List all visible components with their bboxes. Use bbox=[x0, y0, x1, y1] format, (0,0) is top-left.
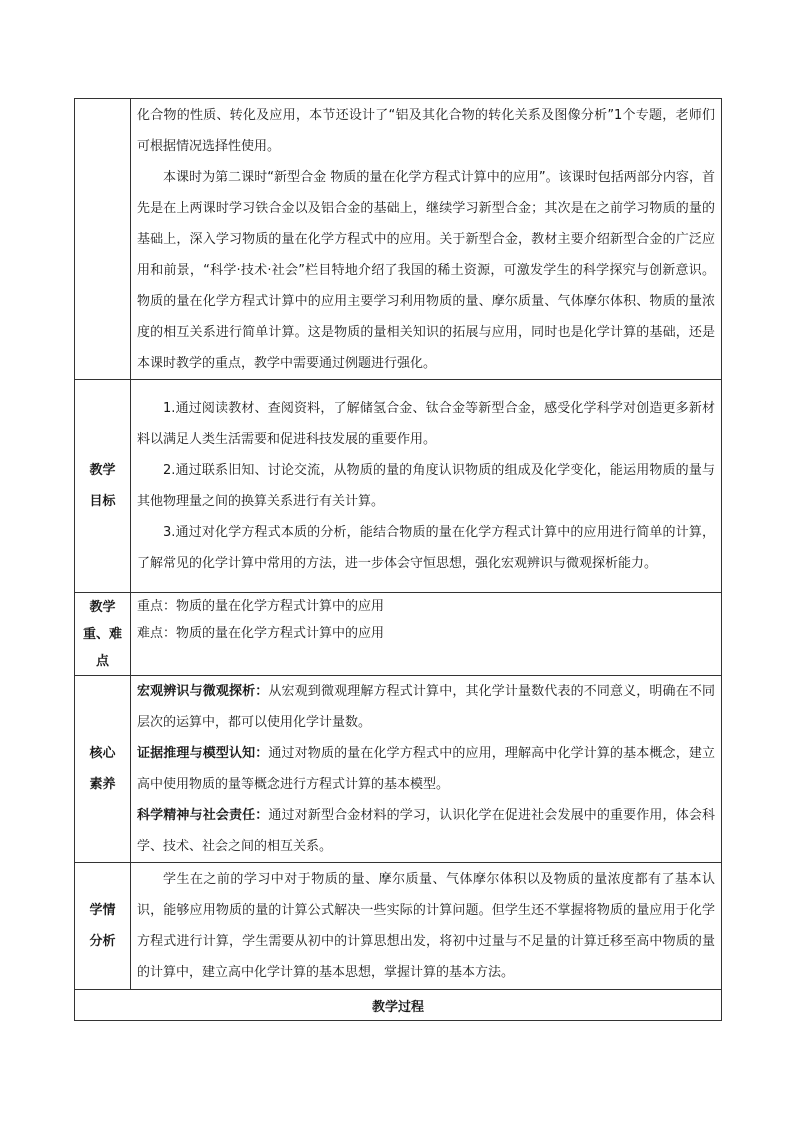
literacy-item-title: 科学精神与社会责任： bbox=[137, 808, 269, 823]
key-points-label-line1: 教学 bbox=[89, 599, 116, 615]
intro-content-cell bbox=[131, 99, 722, 380]
goals-label-line2: 目标 bbox=[89, 494, 116, 509]
lesson-plan-table bbox=[74, 98, 722, 1021]
literacy-item-title: 证据推理与模型认知： bbox=[137, 746, 269, 761]
key-points-content-cell bbox=[131, 593, 722, 676]
goals-content-cell bbox=[131, 380, 722, 593]
goals-row bbox=[75, 380, 722, 593]
intro-label-cell bbox=[75, 99, 131, 380]
key-point: 重点：物质的量在化学方程式计算中的应用 bbox=[137, 599, 385, 614]
key-points-row bbox=[75, 593, 722, 676]
goal-item: 3.通过对化学方程式本质的分析，能结合物质的量在化学方程式计算中的应用进行简单的计算，了解常见的化学计算中常用的方法，进一步体会守恒思想，强化宏观辨识与微观探析能力。 bbox=[137, 525, 715, 571]
goals-label bbox=[75, 380, 131, 593]
analysis-text: 学生在之前的学习中对于物质的量、摩尔质量、气体摩尔体积以及物质的量浓度都有了基本认识，能够应用物质的量的计算公式解决一些实际的计算问题。但学生还不掌握将物质的量应用于化学方程式进行计算，学生需要从初中的计算思想出发，将初中过量与不足量的计算迁移至高中物质的量的计算中，建立高中化学计算的基本思想，掌握计算的基本方法。 bbox=[137, 872, 715, 980]
literacy-label-line2: 素养 bbox=[89, 777, 116, 792]
intro-row bbox=[75, 99, 722, 380]
goal-item: 2.通过联系旧知、讨论交流，从物质的量的角度认识物质的组成及化学变化，能运用物质的量与其他物理量之间的换算关系进行有关计算。 bbox=[137, 463, 715, 509]
literacy-item bbox=[137, 800, 715, 862]
analysis-row bbox=[75, 863, 722, 990]
intro-paragraph: 本课时为第二课时“新型合金 物质的量在化学方程式计算中的应用”。该课时包括两部分内容，首先是在上两课时学习铁合金以及铝合金的基础上，继续学习新型合金；其次是在之前学习物质的量的基础上，深入学习物质的量在化学方程式中的应用。关于新型合金，教材主要介绍新型合金的广泛应用和前景，“科学·技术·社会”栏目特地介绍了我国的稀土资源，可激发学生的科学探究与创新意识。物质的量在化学方程式计算中的应用主要学习利用物质的量、摩尔质量、气体摩尔体积、物质的量浓度的相互关系进行简单计算。这是物质的量相关知识的拓展与应用，同时也是化学计算的基础，还是本课时教学的重点，教学中需要通过例题进行强化。 bbox=[137, 169, 715, 371]
intro-continuation: 化合物的性质、转化及应用，本节还设计了“铝及其化合物的转化关系及图像分析”1个专题，老师们可根据情况选择性使用。 bbox=[137, 107, 715, 154]
analysis-content-cell bbox=[131, 863, 722, 990]
literacy-label-line1: 核心 bbox=[89, 746, 116, 761]
literacy-item bbox=[137, 676, 715, 738]
goals-label-line1: 教学 bbox=[89, 463, 116, 478]
literacy-item bbox=[137, 738, 715, 800]
process-row bbox=[75, 990, 722, 1021]
goal-item: 1.通过阅读教材、查阅资料，了解储氢合金、钛合金等新型合金，感受化学科学对创造更多新材料以满足人类生活需要和促进科技发展的重要作用。 bbox=[137, 401, 715, 447]
literacy-content-cell bbox=[131, 676, 722, 863]
key-points-label-line3: 点 bbox=[95, 653, 109, 669]
key-points-label bbox=[75, 593, 131, 676]
literacy-item-title: 宏观辨识与微观探析： bbox=[137, 684, 269, 699]
literacy-label bbox=[75, 676, 131, 863]
literacy-item-text: 通过对新型合金材料的学习，认识化学在促进社会发展中的重要作用，体会科学、技术、社会之间的相互关系。 bbox=[137, 808, 715, 854]
literacy-row bbox=[75, 676, 722, 863]
analysis-label bbox=[75, 863, 131, 990]
key-points-label-line2: 重、难 bbox=[82, 626, 122, 642]
difficult-point: 难点：物质的量在化学方程式计算中的应用 bbox=[137, 626, 385, 641]
process-title: 教学过程 bbox=[75, 990, 722, 1021]
literacy-item-text: 从宏观到微观理解方程式计算中，其化学计量数代表的不同意义，明确在不同层次的运算中，都可以使用化学计量数。 bbox=[137, 684, 715, 730]
analysis-label-line1: 学情 bbox=[89, 903, 116, 918]
literacy-item-text: 通过对物质的量在化学方程式中的应用，理解高中化学计算的基本概念，建立高中使用物质的量等概念进行方程式计算的基本模型。 bbox=[137, 746, 715, 792]
analysis-label-line2: 分析 bbox=[89, 934, 116, 949]
